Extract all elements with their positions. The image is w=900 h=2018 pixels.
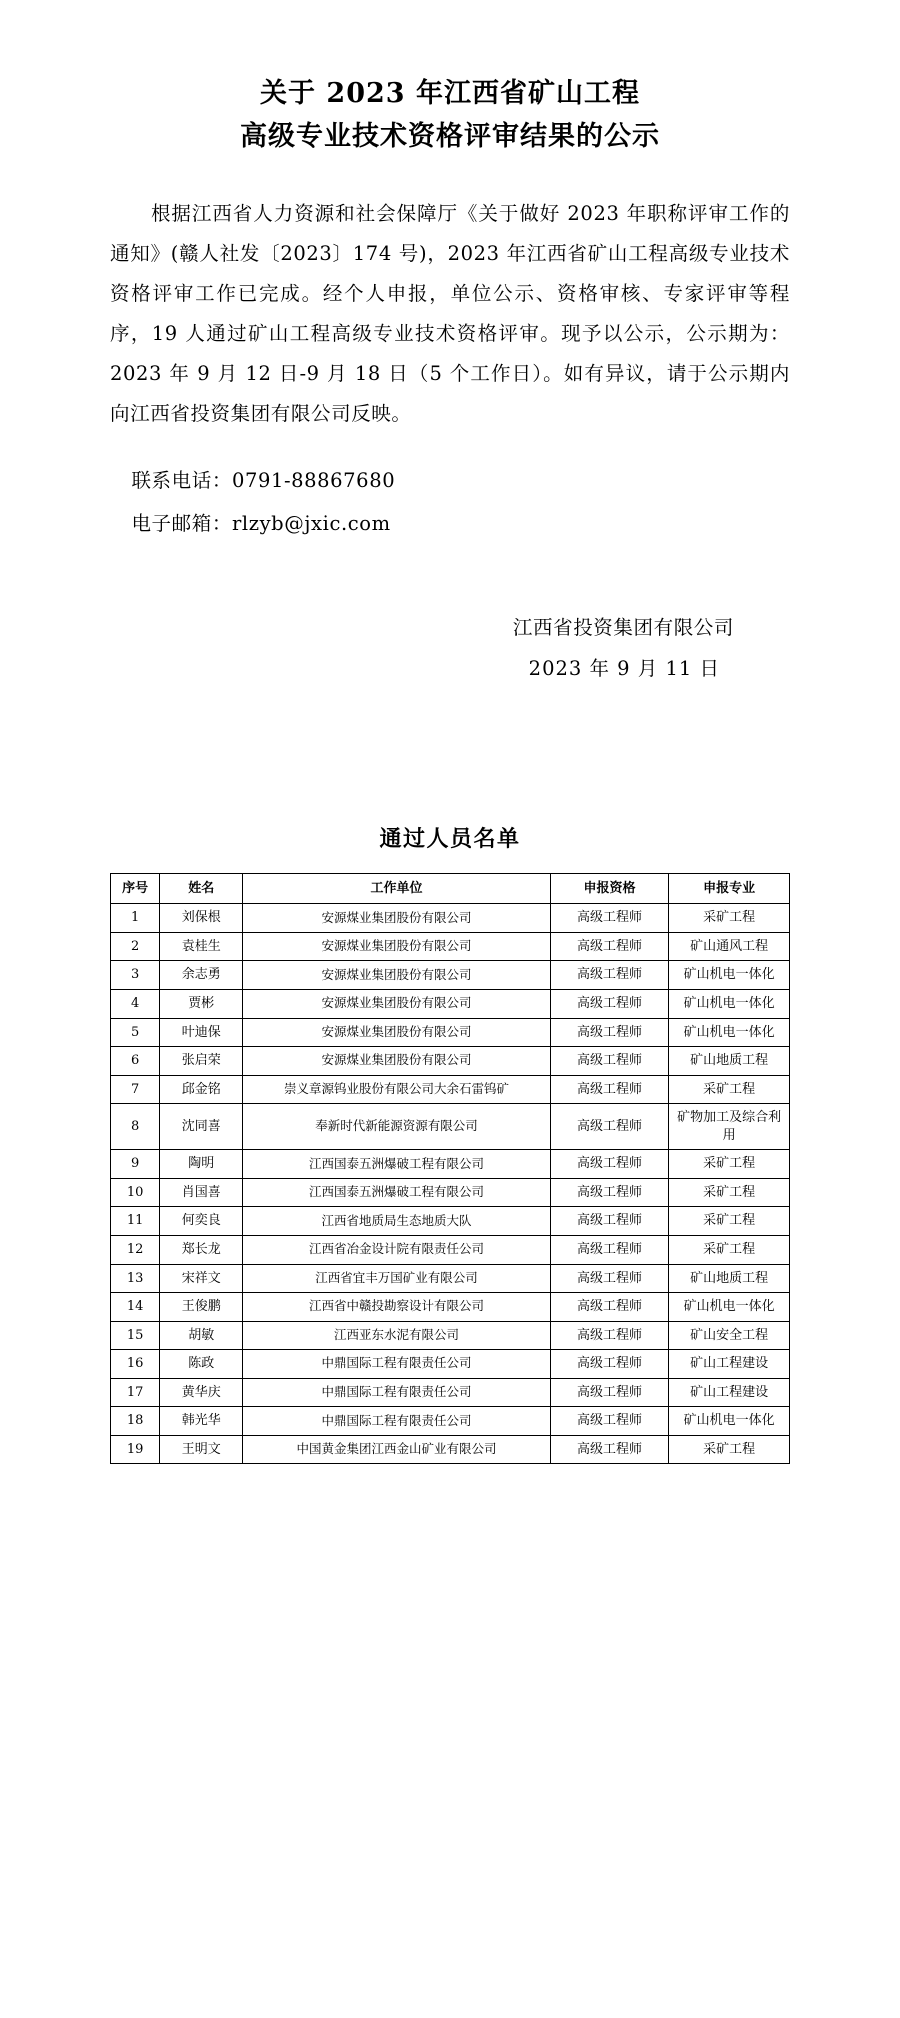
table-row [111,990,790,1019]
cell-name: 宋祥文 [160,1264,243,1293]
table-row [111,932,790,961]
cell-seq: 18 [111,1407,160,1436]
cell-seq: 6 [111,1047,160,1076]
roster-table-body [111,904,790,1464]
cell-seq: 14 [111,1293,160,1322]
cell-qualification: 高级工程师 [550,990,669,1019]
cell-unit: 奉新时代新能源资源有限公司 [243,1104,550,1150]
column-header-seq: 序号 [111,873,160,904]
table-row [111,1150,790,1179]
cell-major: 矿山通风工程 [669,932,790,961]
cell-name: 陶明 [160,1150,243,1179]
table-row [111,1350,790,1379]
cell-major: 采矿工程 [669,904,790,933]
cell-name: 邱金铭 [160,1075,243,1104]
cell-name: 陈政 [160,1350,243,1379]
cell-major: 矿物加工及综合利用 [669,1104,790,1150]
cell-qualification: 高级工程师 [550,1235,669,1264]
cell-seq: 5 [111,1018,160,1047]
document-body [110,194,790,434]
cell-seq: 9 [111,1150,160,1179]
cell-unit: 江西省冶金设计院有限责任公司 [243,1235,550,1264]
cell-seq: 1 [111,904,160,933]
page-bottom-space [110,1464,790,1534]
cell-seq: 2 [111,932,160,961]
cell-unit: 中鼎国际工程有限责任公司 [243,1378,550,1407]
cell-unit: 中鼎国际工程有限责任公司 [243,1407,550,1436]
cell-qualification: 高级工程师 [550,961,669,990]
cell-qualification: 高级工程师 [550,1207,669,1236]
cell-unit: 崇义章源钨业股份有限公司大余石雷钨矿 [243,1075,550,1104]
cell-name: 王俊鹏 [160,1293,243,1322]
table-header-row [111,873,790,904]
cell-seq: 7 [111,1075,160,1104]
table-row [111,1407,790,1436]
cell-major: 矿山地质工程 [669,1047,790,1076]
cell-qualification: 高级工程师 [550,1047,669,1076]
column-header-name: 姓名 [160,873,243,904]
cell-seq: 15 [111,1321,160,1350]
cell-name: 郑长龙 [160,1235,243,1264]
cell-name: 袁桂生 [160,932,243,961]
roster-table-wrapper [110,873,790,1464]
signature-block [110,608,790,690]
page-title-line-2: 高级专业技术资格评审结果的公示 [240,121,660,153]
cell-unit: 安源煤业集团股份有限公司 [243,961,550,990]
page-title [110,0,790,158]
cell-unit: 安源煤业集团股份有限公司 [243,932,550,961]
cell-qualification: 高级工程师 [550,1104,669,1150]
cell-major: 采矿工程 [669,1435,790,1464]
cell-major: 矿山机电一体化 [669,1018,790,1047]
table-row [111,1264,790,1293]
cell-name: 刘保根 [160,904,243,933]
cell-seq: 8 [111,1104,160,1150]
cell-seq: 13 [111,1264,160,1293]
cell-unit: 江西国泰五洲爆破工程有限公司 [243,1150,550,1179]
cell-unit: 江西省中赣投勘察设计有限公司 [243,1293,550,1322]
cell-name: 叶迪保 [160,1018,243,1047]
table-row [111,1018,790,1047]
cell-major: 采矿工程 [669,1075,790,1104]
table-row [111,1178,790,1207]
cell-major: 矿山工程建设 [669,1350,790,1379]
table-row [111,1378,790,1407]
cell-seq: 4 [111,990,160,1019]
cell-major: 采矿工程 [669,1178,790,1207]
table-row [111,1293,790,1322]
cell-qualification: 高级工程师 [550,1407,669,1436]
cell-major: 矿山工程建设 [669,1378,790,1407]
body-paragraph-1: 根据江西省人力资源和社会保障厅《关于做好 2023 年职称评审工作的通知》(赣人社发〔2023〕174 号)，2023 年江西省矿山工程高级专业技术资格评审工作已完成。经个人申报，单位公示、资格审核、专家评审等程序，19 人通过矿山工程高级专业技术资格评审。现予以公示，公示期为：2023 年 9 月 12 日-9 月 18 日（5 个工作日）。如有异议，请于公示期内向江西省投资集团有限公司反映。 [110,202,790,426]
cell-name: 贾彬 [160,990,243,1019]
table-row [111,1321,790,1350]
cell-unit: 江西亚东水泥有限公司 [243,1321,550,1350]
cell-qualification: 高级工程师 [550,1435,669,1464]
signature-date: 2023 年 9 月 11 日 [528,656,720,680]
cell-seq: 16 [111,1350,160,1379]
table-row [111,1435,790,1464]
column-header-unit: 工作单位 [243,873,550,904]
cell-unit: 江西省宜丰万国矿业有限公司 [243,1264,550,1293]
cell-major: 矿山安全工程 [669,1321,790,1350]
cell-name: 张启荣 [160,1047,243,1076]
cell-qualification: 高级工程师 [550,1378,669,1407]
contact-email: 电子邮箱：rlzyb@jxic.com [131,512,391,536]
cell-unit: 安源煤业集团股份有限公司 [243,904,550,933]
column-header-qualification: 申报资格 [550,873,669,904]
cell-unit: 中鼎国际工程有限责任公司 [243,1350,550,1379]
cell-seq: 17 [111,1378,160,1407]
cell-seq: 3 [111,961,160,990]
table-row [111,1104,790,1150]
table-row [111,1207,790,1236]
cell-name: 何奕良 [160,1207,243,1236]
cell-unit: 安源煤业集团股份有限公司 [243,1047,550,1076]
cell-qualification: 高级工程师 [550,1150,669,1179]
cell-qualification: 高级工程师 [550,1018,669,1047]
cell-name: 黄华庆 [160,1378,243,1407]
cell-qualification: 高级工程师 [550,932,669,961]
column-header-major: 申报专业 [669,873,790,904]
table-row [111,1235,790,1264]
cell-qualification: 高级工程师 [550,1350,669,1379]
cell-qualification: 高级工程师 [550,1293,669,1322]
contact-phone: 联系电话：0791-88867680 [131,469,396,493]
cell-name: 胡敏 [160,1321,243,1350]
table-row [111,1047,790,1076]
cell-unit: 安源煤业集团股份有限公司 [243,990,550,1019]
roster-table [110,873,790,1464]
cell-qualification: 高级工程师 [550,1321,669,1350]
contact-block [110,460,790,546]
cell-major: 采矿工程 [669,1150,790,1179]
cell-major: 采矿工程 [669,1207,790,1236]
page-title-line-1: 关于 2023 年江西省矿山工程 [260,78,640,109]
signature-organization: 江西省投资集团有限公司 [512,615,734,639]
cell-major: 矿山机电一体化 [669,1293,790,1322]
cell-seq: 11 [111,1207,160,1236]
cell-unit: 安源煤业集团股份有限公司 [243,1018,550,1047]
table-row [111,1075,790,1104]
cell-name: 韩光华 [160,1407,243,1436]
cell-seq: 19 [111,1435,160,1464]
cell-qualification: 高级工程师 [550,1264,669,1293]
cell-unit: 江西省地质局生态地质大队 [243,1207,550,1236]
cell-name: 沈同喜 [160,1104,243,1150]
cell-unit: 江西国泰五洲爆破工程有限公司 [243,1178,550,1207]
cell-seq: 12 [111,1235,160,1264]
cell-major: 采矿工程 [669,1235,790,1264]
cell-major: 矿山机电一体化 [669,990,790,1019]
cell-major: 矿山机电一体化 [669,1407,790,1436]
cell-seq: 10 [111,1178,160,1207]
cell-major: 矿山地质工程 [669,1264,790,1293]
table-row [111,961,790,990]
cell-name: 余志勇 [160,961,243,990]
cell-qualification: 高级工程师 [550,904,669,933]
roster-heading: 通过人员名单 [379,825,521,852]
cell-unit: 中国黄金集团江西金山矿业有限公司 [243,1435,550,1464]
cell-name: 肖国喜 [160,1178,243,1207]
cell-name: 王明文 [160,1435,243,1464]
cell-qualification: 高级工程师 [550,1178,669,1207]
cell-qualification: 高级工程师 [550,1075,669,1104]
table-row [111,904,790,933]
cell-major: 矿山机电一体化 [669,961,790,990]
